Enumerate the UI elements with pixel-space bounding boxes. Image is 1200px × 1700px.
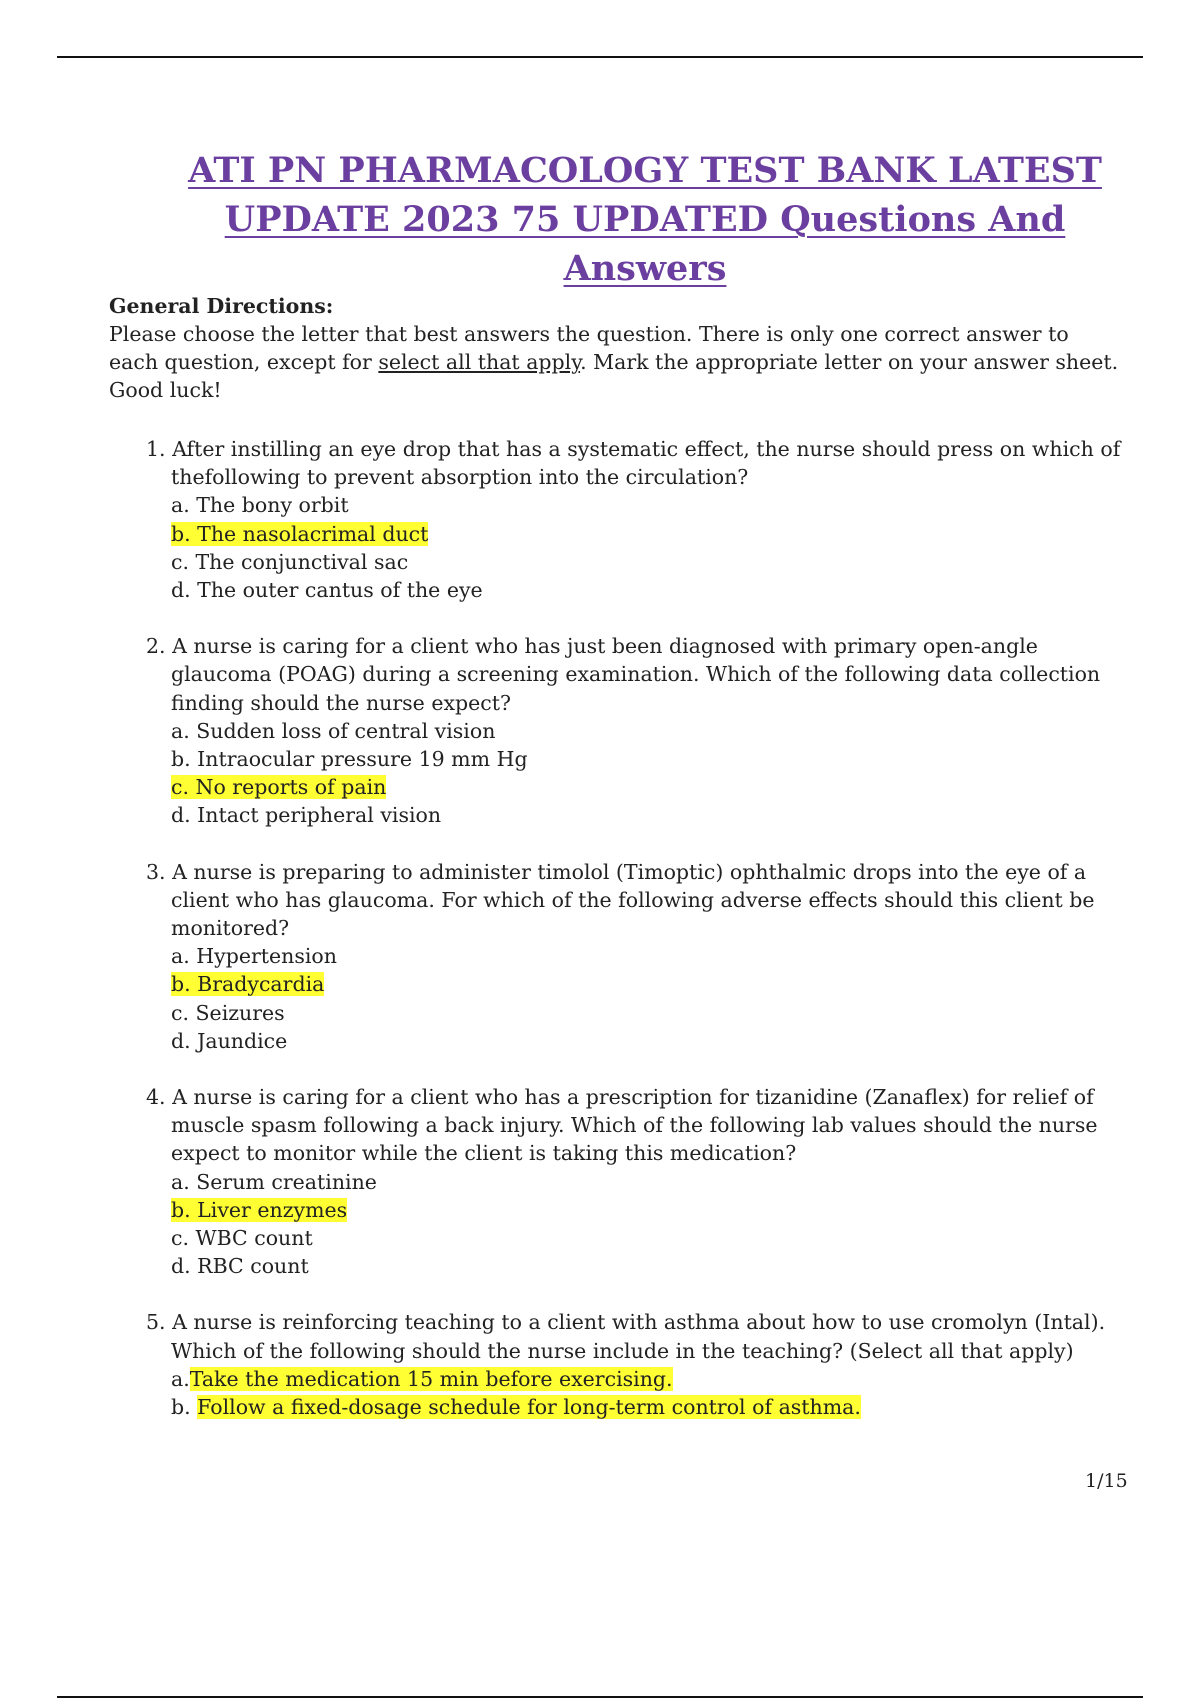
option-b-correct [171, 520, 1136, 548]
option-b [171, 745, 1136, 773]
option-text: a. Serum creatinine [171, 1169, 377, 1194]
option-c [171, 548, 1136, 576]
question-1 [146, 435, 1136, 604]
option-text: d. Intact peripheral vision [171, 803, 442, 828]
question-stem [146, 1083, 1136, 1168]
directions-underlined-text: select all that apply [378, 350, 581, 374]
option-b-correct [171, 1196, 1136, 1224]
option-text: a. The bony orbit [171, 493, 349, 518]
question-text: A nurse is preparing to administer timolol (Timoptic) ophthalmic drops into the eye of a client who has glaucoma. For which of the following adverse effects should this client be monitored? [171, 859, 1095, 941]
option-a [171, 717, 1136, 745]
option-b-correct [171, 970, 1136, 998]
option-text: c. Seizures [171, 1000, 285, 1025]
question-text: A nurse is reinforcing teaching to a client with asthma about how to use cromolyn (Intal). Which of the following should the nurse include in the teaching? (Select all that apply) [171, 1310, 1106, 1363]
question-5 [146, 1308, 1136, 1421]
option-a [171, 1168, 1136, 1196]
question-text: A nurse is caring for a client who has a prescription for tizanidine (Zanaflex) for relief of muscle spasm following a back injury. Which of the following lab values should the nurse expect to monitor while the client is taking this medication? [171, 1085, 1098, 1166]
option-d [171, 1027, 1136, 1055]
question-stem [146, 632, 1136, 717]
option-c-correct [171, 773, 1136, 801]
question-2 [146, 632, 1136, 829]
option-list [146, 1365, 1136, 1421]
highlighted-answer: b. Liver enzymes [171, 1197, 348, 1222]
option-list [146, 1168, 1136, 1281]
option-d [171, 1252, 1136, 1280]
directions-text-end: . Mark the appropriate letter on your answer sheet. Good luck! [109, 350, 1119, 402]
question-number: 5. [146, 1310, 166, 1335]
option-text: c. WBC count [171, 1226, 313, 1251]
option-d [171, 801, 1136, 829]
option-text: a. Sudden loss of central vision [171, 718, 496, 743]
option-list [146, 717, 1136, 830]
question-list [146, 435, 1136, 1449]
title-line-2: UPDATE 2023 75 UPDATED Questions And Answers [224, 199, 1066, 289]
option-text: d. Jaundice [171, 1028, 288, 1053]
highlighted-answer: Follow a fixed-dosage schedule for long-term control of asthma. [197, 1395, 861, 1420]
title-line-1: ATI PN PHARMACOLOGY TEST BANK LATEST [188, 150, 1102, 191]
option-text: a. Hypertension [171, 944, 337, 969]
option-text: c. The conjunctival sac [171, 549, 409, 574]
top-rule [57, 56, 1143, 58]
option-b-correct [171, 1393, 1136, 1421]
option-text: b. Intraocular pressure 19 mm Hg [171, 747, 528, 772]
option-c [171, 999, 1136, 1027]
question-text: After instilling an eye drop that has a systematic effect, the nurse should press on which of thefollowing to prevent absorption into the circulation? [171, 437, 1121, 490]
highlighted-answer: b. Bradycardia [171, 972, 325, 997]
option-list [146, 942, 1136, 1055]
option-text: d. RBC count [171, 1254, 309, 1279]
question-stem [146, 435, 1136, 491]
page-number: 1/15 [1085, 1470, 1128, 1492]
question-3 [146, 858, 1136, 1055]
option-a [171, 942, 1136, 970]
question-4 [146, 1083, 1136, 1280]
question-number: 3. [146, 859, 166, 884]
question-text: A nurse is caring for a client who has just been diagnosed with primary open-angle glaucoma (POAG) during a screening examination. Which of the following data collection finding should the nurse expect? [171, 634, 1101, 715]
question-stem [146, 858, 1136, 943]
general-directions [109, 292, 1119, 404]
highlighted-answer: Take the medication 15 min before exercising. [189, 1366, 673, 1391]
document-title [150, 146, 1140, 293]
option-list [146, 491, 1136, 604]
bottom-rule [57, 1696, 1143, 1698]
option-prefix: a. [171, 1366, 190, 1391]
highlighted-answer: c. No reports of pain [171, 775, 387, 800]
question-number: 1. [146, 437, 166, 461]
option-text: d. The outer cantus of the eye [171, 578, 483, 603]
question-number: 4. [146, 1085, 166, 1110]
option-d [171, 576, 1136, 604]
question-number: 2. [146, 634, 166, 659]
directions-heading: General Directions: [109, 294, 334, 318]
question-stem [146, 1308, 1136, 1364]
directions-text-start: Please choose the letter that best answers the question. There is only one correct answer to each question, except for [109, 322, 1069, 374]
option-prefix: b. [171, 1395, 198, 1420]
option-a-correct [171, 1365, 1136, 1393]
highlighted-answer: b. The nasolacrimal duct [171, 521, 429, 546]
option-a [171, 491, 1136, 519]
option-c [171, 1224, 1136, 1252]
